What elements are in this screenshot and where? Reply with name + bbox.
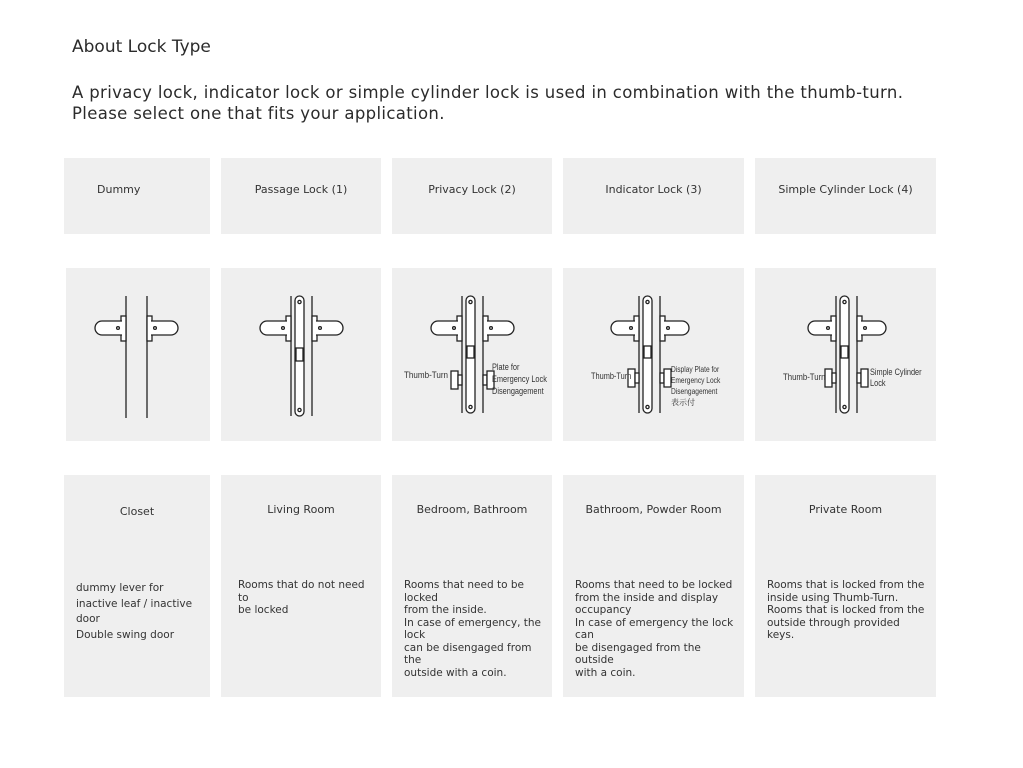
display-plate-label-line4: 表示付 [671, 398, 695, 407]
usage-title: Closet [119, 505, 155, 518]
display-plate-label-line2: Emergency Lock [671, 375, 721, 386]
illustration-cell-indicator [563, 268, 744, 441]
usage-description: dummy lever for inactive leaf / inactive door Double swing door [76, 582, 193, 641]
header-label: Privacy Lock (2) [428, 183, 516, 196]
usage-description: Rooms that need to be locked from the inside. In case of emergency, the lock can be disengaged from the outside with a coin. [404, 579, 541, 679]
illustration-cell-privacy [392, 268, 552, 441]
privacy-lock-illustration [392, 268, 552, 441]
header-cell-privacy [392, 158, 552, 234]
usage-cell-dummy [64, 475, 210, 697]
usage-description: Rooms that is locked from the inside using Thumb-Turn. Rooms that is locked from the outside through provided keys. [767, 579, 925, 641]
usage-title: Bedroom, Bathroom [416, 503, 528, 516]
dummy-lock-illustration [66, 268, 210, 441]
usage-title: Bathroom, Powder Room [585, 503, 722, 516]
header-label: Indicator Lock (3) [605, 183, 702, 196]
header-cell-passage [221, 158, 381, 234]
plate-label-line3: Disengagement [492, 386, 544, 397]
cylinder-label-line2: Lock [870, 378, 886, 389]
thumb-turn-label: Thumb-Turn [404, 369, 449, 381]
header-cell-cylinder [755, 158, 936, 234]
intro-paragraph: A privacy lock, indicator lock or simple cylinder lock is used in combination with the thumb-turn. Please select one that fits your application. [72, 83, 904, 123]
cylinder-label-line1: Simple Cylinder [870, 367, 922, 378]
thumb-turn-label: Thumb-Turn [591, 371, 632, 382]
header-cell-indicator [563, 158, 744, 234]
plate-label-line1: Plate for [492, 362, 520, 373]
header-label: Simple Cylinder Lock (4) [778, 183, 913, 196]
illustration-cell-dummy [66, 268, 210, 441]
thumb-turn-label: Thumb-Turn [783, 371, 826, 383]
illustration-cell-cylinder [755, 268, 936, 441]
usage-title: Living Room [267, 503, 335, 516]
usage-description: Rooms that do not need to be locked [238, 579, 365, 616]
usage-cell-cylinder [755, 475, 936, 697]
usage-title: Private Room [808, 503, 883, 516]
illustration-cell-passage [221, 268, 381, 441]
usage-cell-passage [221, 475, 381, 697]
display-plate-label-line1: Display Plate for [671, 364, 720, 375]
header-label: Dummy [97, 183, 141, 196]
usage-description: Rooms that need to be locked from the inside and display occupancy In case of emergency the lock can be disengaged from the outside with a coin. [575, 579, 734, 679]
usage-cell-indicator [563, 475, 744, 697]
indicator-lock-illustration [563, 268, 744, 441]
usage-cell-privacy [392, 475, 552, 697]
header-cell-dummy [64, 158, 210, 234]
plate-label-line2: Emergency Lock [492, 374, 547, 385]
display-plate-label-line3: Disengagement [671, 386, 718, 397]
cylinder-lock-illustration [755, 268, 936, 441]
page-title: About Lock Type [72, 37, 211, 57]
header-label: Passage Lock (1) [254, 183, 348, 196]
passage-lock-illustration [221, 268, 381, 441]
